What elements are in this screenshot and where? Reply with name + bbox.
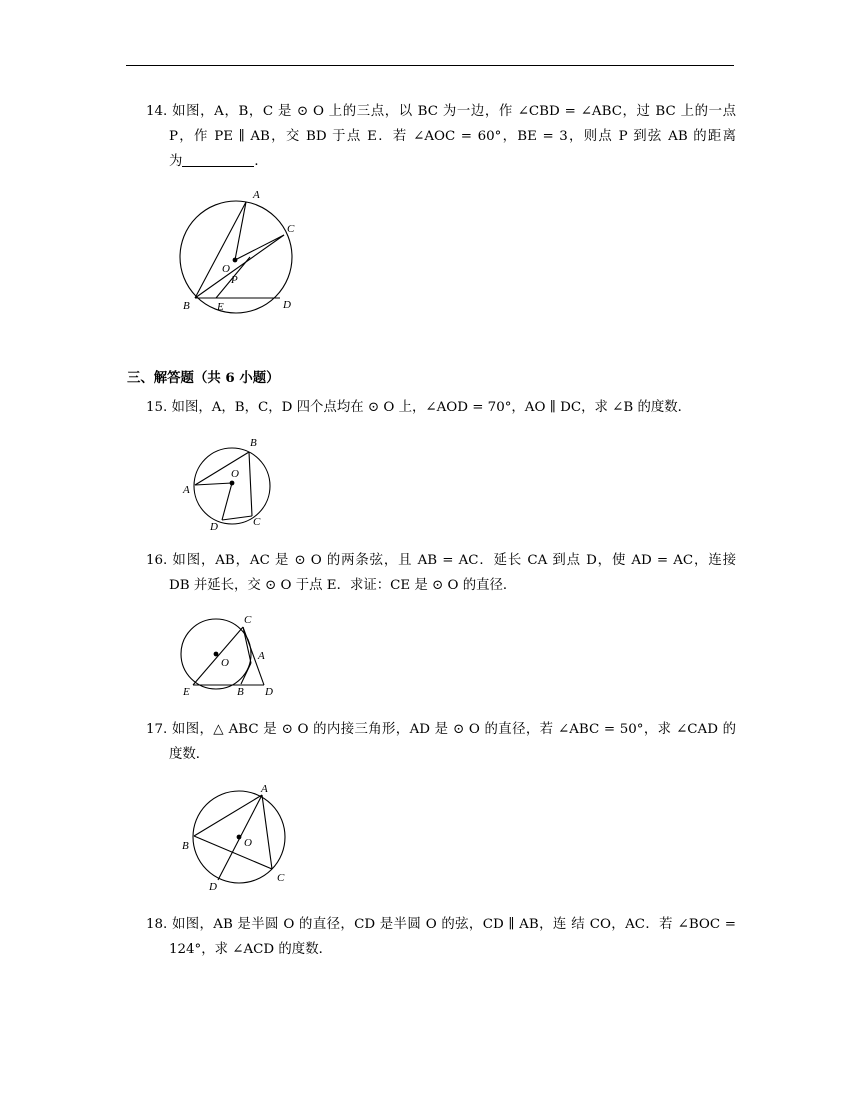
label-D: D	[210, 521, 218, 533]
answer-blank	[182, 152, 254, 167]
label-D: D	[283, 299, 291, 311]
label-C: C	[244, 614, 252, 626]
label-C: C	[287, 223, 295, 235]
label-O: O	[222, 263, 230, 275]
question-18-line-2: 124°，求 ∠ACD 的度数．	[169, 942, 332, 957]
question-17	[146, 717, 736, 767]
label-A: A	[258, 650, 265, 662]
label-O: O	[231, 468, 239, 480]
question-17-line-2: 度数．	[169, 747, 210, 762]
question-17-line-1: 17. 如图，△ ABC 是 ⊙ O 的内接三角形，AD 是 ⊙ O 的直径，若 ∠ABC = 50°，求 ∠CAD 的	[146, 722, 736, 737]
label-D: D	[209, 881, 217, 893]
header-rule	[126, 65, 734, 66]
label-B: B	[182, 840, 189, 852]
label-E: E	[183, 686, 190, 698]
question-16-line-2: DB 并延长，交 ⊙ O 于点 E．求证：CE 是 ⊙ O 的直径．	[169, 578, 517, 593]
question-14-line-3-suffix: ．	[254, 154, 268, 169]
label-A: A	[261, 783, 268, 795]
label-P: P	[231, 274, 238, 286]
label-D: D	[265, 686, 273, 698]
question-14-line-1: 14. 如图，A，B，C 是 ⊙ O 上的三点，以 BC 为一边，作 ∠CBD = ∠ABC，过 BC 上的一点	[146, 104, 736, 119]
label-E: E	[217, 301, 224, 313]
label-B: B	[250, 437, 257, 449]
section-heading: 三、解答题（共 6 小题）	[127, 370, 280, 386]
question-14-line-3	[146, 149, 736, 174]
label-O: O	[221, 657, 229, 669]
question-14-line-3-prefix: 为	[169, 154, 183, 169]
question-18	[146, 912, 736, 962]
question-15	[146, 395, 736, 420]
label-B: B	[237, 686, 244, 698]
label-B: B	[183, 300, 190, 312]
question-14-line-2: P，作 PE ∥ AB，交 BD 于点 E．若 ∠AOC = 60°，BE = 3，则点 P 到弦 AB 的距离	[169, 129, 736, 144]
figure-14	[168, 185, 308, 320]
question-14	[146, 99, 736, 174]
question-18-line-1: 18. 如图，AB 是半圆 O 的直径，CD 是半圆 O 的弦，CD ∥ AB，连 结 CO，AC．若 ∠BOC =	[146, 917, 736, 932]
question-16	[146, 548, 736, 598]
label-A: A	[183, 484, 190, 496]
label-C: C	[277, 872, 285, 884]
figure-15	[178, 432, 278, 536]
figure-16	[170, 608, 282, 700]
figure-17	[176, 776, 296, 894]
question-15-line-1: 15. 如图，A，B，C，D 四个点均在 ⊙ O 上，∠AOD = 70°，AO ∥ DC，求 ∠B 的度数．	[146, 400, 692, 415]
question-16-line-1: 16. 如图，AB，AC 是 ⊙ O 的两条弦，且 AB = AC．延长 CA 到点 D，使 AD = AC，连接	[146, 553, 736, 568]
label-A: A	[253, 189, 260, 201]
label-O: O	[244, 837, 252, 849]
label-C: C	[253, 516, 261, 528]
